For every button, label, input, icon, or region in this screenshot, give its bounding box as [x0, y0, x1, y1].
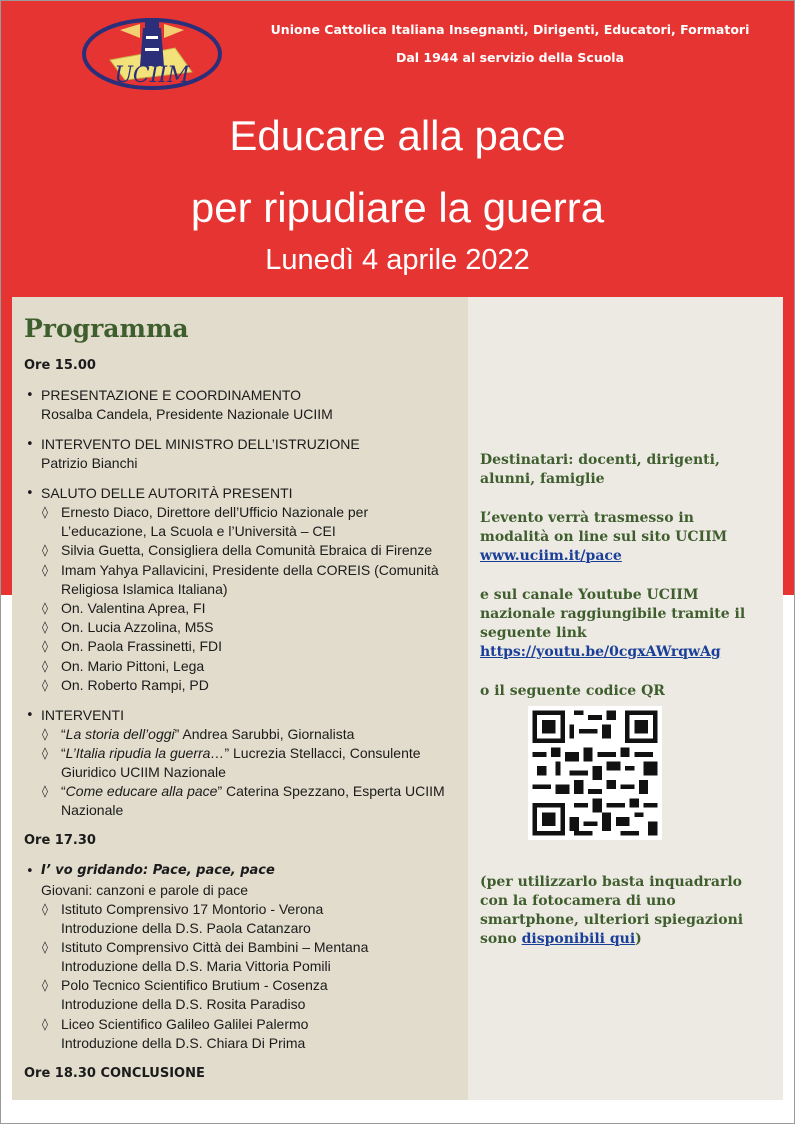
qr-note-l3: smartphone, ulteriori spiegazioni — [480, 912, 744, 928]
item-presentation: PRESENTAZIONE E COORDINAMENTO — [41, 387, 302, 403]
qr-note-l2: con la fotocamera di uno — [480, 893, 676, 909]
authority-diaco-l1: Ernesto Diaco, Direttore dell’Ufficio Nazionale per — [61, 504, 369, 520]
time-15: Ore 15.00 — [24, 358, 96, 373]
youtube-link[interactable]: https://youtu.be/0cgxAWrqwAg — [480, 644, 721, 660]
youtube-l3: seguente link — [480, 625, 587, 641]
diamond-icon: ◊ — [42, 978, 48, 992]
school-verona: Istituto Comprensivo 17 Montorio - Verona — [61, 901, 324, 917]
bullet-icon: • — [26, 388, 34, 403]
stream-l2: modalità on line sul sito UCIIM — [480, 529, 728, 545]
qr-note-l4: sono disponibili qui) — [480, 931, 642, 947]
diamond-icon: ◊ — [42, 1017, 48, 1031]
diamond-icon: ◊ — [42, 727, 48, 741]
youtube-l1: e sul canale Youtube UCIIM — [480, 587, 699, 603]
qr-note-l1: (per utilizzarlo basta inquadrarlo — [480, 874, 743, 890]
site-link[interactable]: www.uciim.it/pace — [480, 548, 622, 564]
authority-guetta: Silvia Guetta, Consigliera della Comunità Ebraica di Firenze — [61, 542, 433, 558]
bullet-icon: • — [26, 437, 34, 452]
item-minister: INTERVENTO DEL MINISTRO DELL’ISTRUZIONE — [41, 436, 360, 452]
conclusion: Ore 18.30 CONCLUSIONE — [24, 1066, 205, 1081]
diamond-icon: ◊ — [42, 639, 48, 653]
qr-code-icon[interactable] — [528, 706, 662, 840]
school-verona-intro: Introduzione della D.S. Paola Catanzaro — [61, 920, 311, 936]
stream-l1: L’evento verrà trasmesso in — [480, 510, 694, 526]
program-title: Programma — [24, 314, 189, 343]
school-cosenza: Polo Tecnico Scientifico Brutium - Cosenza — [61, 977, 328, 993]
intervention-stellacci: “L’Italia ripudia la guerra…” Lucrezia Stellacci, Consulente — [61, 745, 421, 761]
item-youth: I’ vo gridando: Pace, pace, pace — [41, 863, 275, 878]
event-date: Lunedì 4 aprile 2022 — [265, 244, 530, 276]
school-mentana-intro: Introduzione della D.S. Maria Vittoria Pomili — [61, 958, 331, 974]
authority-pallavicini-l1: Imam Yahya Pallavicini, Presidente della COREIS (Comunità — [61, 562, 439, 578]
diamond-icon: ◊ — [42, 601, 48, 615]
diamond-icon: ◊ — [42, 678, 48, 692]
diamond-icon: ◊ — [42, 620, 48, 634]
diamond-icon: ◊ — [42, 505, 48, 519]
school-palermo: Liceo Scientifico Galileo Galilei Palermo — [61, 1016, 309, 1032]
school-cosenza-intro: Introduzione della D.S. Rosita Paradiso — [61, 996, 306, 1012]
qr-label: o il seguente codice QR — [480, 683, 665, 699]
diamond-icon: ◊ — [42, 659, 48, 673]
authority-diaco-l2: L’educazione, La Scuola e l’Università – CEI — [61, 523, 336, 539]
diamond-icon: ◊ — [42, 902, 48, 916]
logo-text: UCIIM — [114, 63, 190, 88]
intervention-stellacci-l2: Giuridico UCIIM Nazionale — [61, 764, 226, 780]
diamond-icon: ◊ — [42, 563, 48, 577]
school-palermo-intro: Introduzione della D.S. Chiara Di Prima — [61, 1035, 306, 1051]
youtube-l2: nazionale raggiungibile tramite il — [480, 606, 746, 622]
diamond-icon: ◊ — [42, 746, 48, 760]
authority-aprea: On. Valentina Aprea, FI — [61, 600, 206, 616]
audience-l1: Destinatari: docenti, dirigenti, — [480, 452, 720, 468]
authority-pallavicini-l2: Religiosa Islamica Italiana) — [61, 581, 228, 597]
explanations-link[interactable]: disponibili qui — [521, 931, 636, 947]
event-title-line1: Educare alla pace — [229, 112, 566, 159]
school-mentana: Istituto Comprensivo Città dei Bambini – Mentana — [61, 939, 369, 955]
diamond-icon: ◊ — [42, 543, 48, 557]
diamond-icon: ◊ — [42, 784, 48, 798]
bullet-icon: • — [26, 486, 34, 501]
authority-frassinetti: On. Paola Frassinetti, FDI — [61, 638, 223, 654]
time-1730: Ore 17.30 — [24, 833, 96, 848]
item-authorities: SALUTO DELLE AUTORITÀ PRESENTI — [41, 485, 293, 501]
diamond-icon: ◊ — [42, 940, 48, 954]
intervention-spezzano: “Come educare alla pace” Caterina Spezzano, Esperta UCIIM — [61, 783, 445, 799]
tagline: Dal 1944 al servizio della Scuola — [395, 50, 625, 65]
item-minister-speaker: Patrizio Bianchi — [41, 455, 138, 471]
event-title-line2: per ripudiare la guerra — [190, 184, 605, 231]
bullet-icon: • — [26, 708, 34, 723]
organization-name: Unione Cattolica Italiana Insegnanti, Dirigenti, Educatori, Formatori — [270, 22, 750, 37]
item-presentation-speaker: Rosalba Candela, Presidente Nazionale UCIIM — [41, 406, 333, 422]
uciim-logo — [80, 10, 230, 90]
audience-l2: alunni, famiglie — [480, 471, 605, 487]
authority-rampi: On. Roberto Rampi, PD — [61, 677, 209, 693]
item-youth-sub: Giovani: canzoni e parole di pace — [41, 882, 249, 898]
intervention-spezzano-l2: Nazionale — [61, 802, 124, 818]
item-interventions: INTERVENTI — [41, 707, 124, 723]
bullet-icon: • — [26, 864, 34, 879]
authority-pittoni: On. Mario Pittoni, Lega — [61, 658, 205, 674]
authority-azzolina: On. Lucia Azzolina, M5S — [61, 619, 214, 635]
intervention-sarubbi: “La storia dell’oggi” Andrea Sarubbi, Giornalista — [61, 726, 355, 742]
